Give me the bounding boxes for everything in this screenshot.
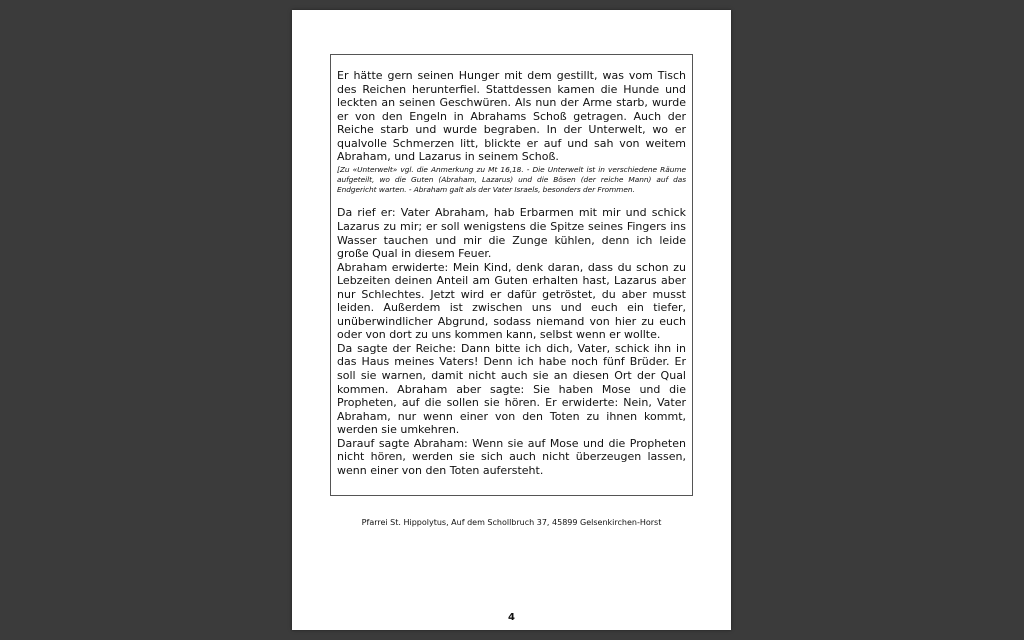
page-footer: Pfarrei St. Hippolytus, Auf dem Schollbruch 37, 45899 Gelsenkirchen-Horst [361, 518, 662, 527]
annotation-note: [Zu «Unterwelt» vgl. die Anmerkung zu Mt 16,18. - Die Unterwelt ist in verschiedene Räume aufgeteilt, wo die Guten (Abraham, Lazarus) und die Bösen (der reiche Mann) auf das Endgericht warten. - Abraham galt als der Vater Israels, besonders der Frommen. [337, 164, 686, 195]
page-number: 4 [508, 612, 515, 623]
paragraph-1: Er hätte gern seinen Hunger mit dem gestillt, was vom Tisch des Reichen herunterfiel. Stattdessen kamen die Hunde und leckten an seinen Geschwüren. Als nun der Arme starb, wurde er von den Engeln in Abrahams Schoß getragen. Auch der Reiche starb und wurde begraben. In der Unterwelt, wo er qualvolle Schmerzen litt, blickte er auf und sah von weitem Abraham, und Lazarus in seinem Schoß. [337, 69, 686, 164]
paragraph-5: Darauf sagte Abraham: Wenn sie auf Mose und die Propheten nicht hören, werden sie sich auch nicht überzeugen lassen, wenn einer von den Toten aufersteht. [337, 436, 686, 477]
paragraph-4: Da sagte der Reiche: Dann bitte ich dich, Vater, schick ihn in das Haus meines Vaters! Denn ich habe noch fünf Brüder. Er soll sie warnen, damit nicht auch sie an diesen Ort der Qual kommen. Abraham aber sagte: Sie haben Mose und die Propheten, auf die sollen sie hören. Er erwiderte: Nein, Vater Abraham, nur wenn einer von den Toten zu ihnen kommt, werden sie umkehren. [337, 341, 686, 437]
paragraph-2: Da rief er: Vater Abraham, hab Erbarmen mit mir und schick Lazarus zu mir; er soll wenigstens die Spitze seines Fingers ins Wasser tauchen und mir die Zunge kühlen, denn ich leide große Qual in diesem Feuer. [337, 206, 686, 261]
text-frame [330, 54, 693, 496]
paragraph-3: Abraham erwiderte: Mein Kind, denk daran, dass du schon zu Lebzeiten deinen Anteil am Guten erhalten hast, Lazarus aber nur Schlechtes. Jetzt wird er dafür getröstet, du aber musst leiden. Außerdem ist zwischen uns und euch ein tiefer, unüberwindlicher Abgrund, sodass niemand von hier zu euch oder von dort zu uns kommen kann, selbst wenn er wollte. [337, 260, 686, 342]
document-page [292, 10, 731, 630]
